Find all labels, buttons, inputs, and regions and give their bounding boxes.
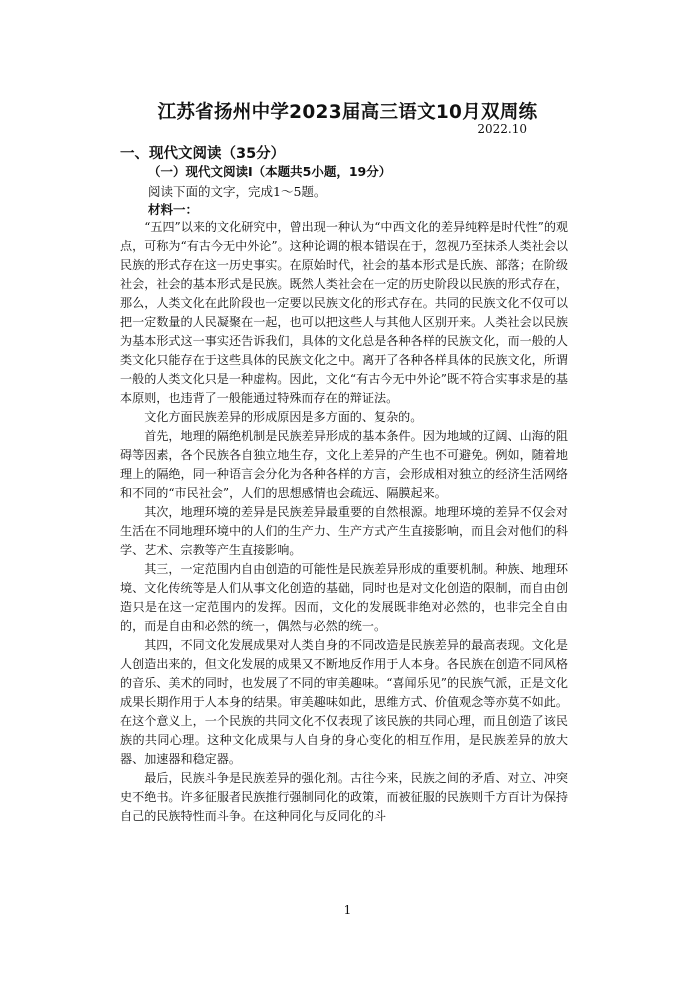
page-number: 1 bbox=[343, 903, 352, 917]
paragraph: 首先，地理的隔绝机制是民族差异形成的基本条件。因为地域的辽阔、山海的阻碍等因素，各个民族各自独立地生存，文化上差异的产生也不可避免。例如，随着地理上的隔绝，同一种语言会分化为各种各样的方言，会形成相对独立的经济生活网络和不同的“市民社会”，人们的思想感情也会疏远、隔膜起来。 bbox=[120, 429, 568, 500]
paragraph: 其次，地理环境的差异是民族差异最重要的自然根源。地理环境的差异不仅会对生活在不同地理环境中的人们的生产力、生产方式产生直接影响，而且会对他们的科学、艺术、宗教等产生直接影响。 bbox=[120, 505, 568, 557]
material-label: 材料一： bbox=[148, 202, 199, 217]
section-heading: 一、现代文阅读（35分） bbox=[120, 146, 286, 162]
document-title: 江苏省扬州中学2023届高三语文10月双周练 bbox=[157, 102, 538, 123]
instruction-text: 阅读下面的文字，完成1～5题。 bbox=[148, 184, 327, 199]
document-date: 2022.10 bbox=[477, 122, 527, 136]
paragraph: 最后，民族斗争是民族差异的强化剂。古往今来，民族之间的矛盾、对立、冲突史不绝书。许多征服者民族推行强制同化的政策，而被征服的民族则千方百计为保持自己的民族特性而斗争。在这种同化与反同化的斗 bbox=[120, 771, 568, 823]
paragraph: 其四，不同文化发展成果对人类自身的不同改造是民族差异的最高表现。文化是人创造出来的，但文化发展的成果又不断地反作用于人本身。各民族在创造不同风格的音乐、美术的同时，也发展了不同的审美趣味。“喜闻乐见”的民族气派，正是文化成果长期作用于人本身的结果。审美趣味如此，思维方式、价值观念等亦莫不如此。在这个意义上，一个民族的共同文化不仅表现了该民族的共同心理，而且创造了该民族的共同心理。这种文化成果与人自身的身心变化的相互作用，是民族差异的放大器、加速器和稳定器。 bbox=[120, 638, 568, 766]
article-body bbox=[120, 218, 568, 826]
paragraph: 其三，一定范围内自由创造的可能性是民族差异形成的重要机制。种族、地理环境、文化传统等是人们从事文化创造的基础，同时也是对文化创造的限制，而自由创造只是在这一定范围内的发挥。因而，文化的发展既非绝对必然的，也非完全自由的，而是自由和必然的统一，偶然与必然的统一。 bbox=[120, 562, 568, 633]
paragraph: “五四”以来的文化研究中，曾出现一种认为“中西文化的差异纯粹是时代性”的观点，可称为“有古今无中外论”。这种论调的根本错误在于，忽视乃至抹杀人类社会以民族的形式存在这一历史事实。在原始时代，社会的基本形式是氏族、部落；在阶级社会，社会的基本形式是民族。既然人类社会在一定的历史阶段以民族的形式存在，那么，人类文化在此阶段也一定要以民族文化的形式存在。共同的民族文化不仅可以把一定数量的人民凝聚在一起，也可以把这些人与其他人区别开来。人类社会以民族为基本形式这一事实还告诉我们，具体的文化总是各种各样的民族文化，而一般的人类文化只能存在于这些具体的民族文化之中。离开了各种各样具体的民族文化，所谓一般的人类文化只是一种虚构。因此，文化“有古今无中外论”既不符合实事求是的基本原则，也违背了一般能通过特殊而存在的辩证法。 bbox=[120, 220, 569, 405]
subsection-heading: （一）现代文阅读Ⅰ（本题共5小题，19分） bbox=[148, 164, 392, 179]
paragraph: 文化方面民族差异的形成原因是多方面的、复杂的。 bbox=[144, 410, 423, 424]
